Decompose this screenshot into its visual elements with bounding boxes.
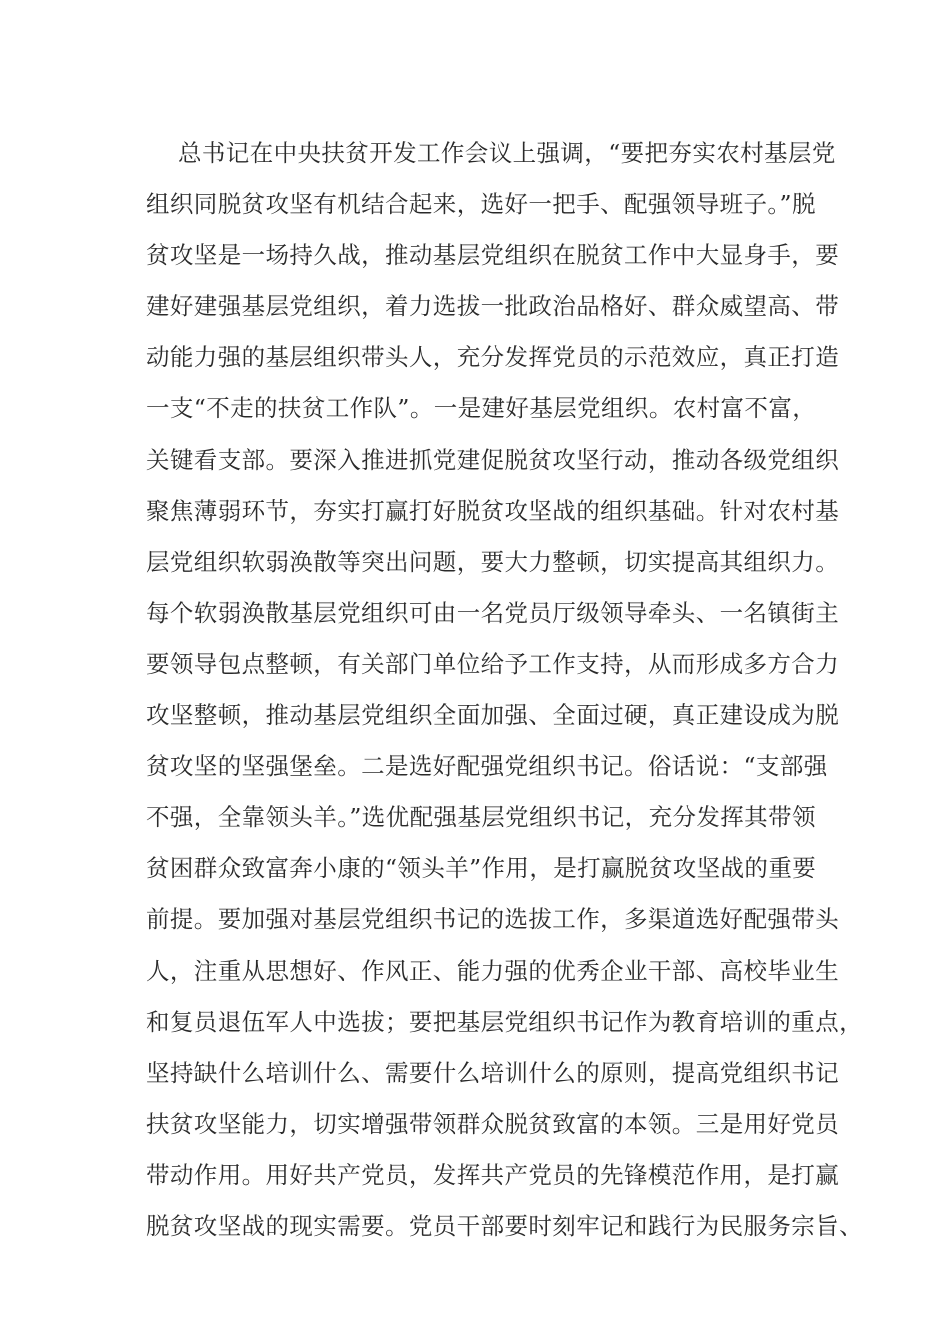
- paragraph-line: 扶贫攻坚能力，切实增强带领群众脱贫致富的本领。三是用好党员: [146, 1109, 840, 1138]
- paragraph-line: 要领导包点整顿，有关部门单位给予工作支持，从而形成多方合力: [146, 649, 840, 678]
- paragraph-line: 不强，全靠领头羊。”选优配强基层党组织书记，充分发挥其带领: [146, 803, 816, 832]
- paragraph-line: 坚持缺什么培训什么、需要什么培训什么的原则，提高党组织书记: [146, 1058, 840, 1087]
- paragraph-line: 组织同脱贫攻坚有机结合起来，选好一把手、配强领导班子。”脱: [146, 190, 816, 219]
- paragraph-line: 带动作用。用好共产党员，发挥共产党员的先锋模范作用，是打赢: [146, 1160, 840, 1189]
- paragraph-line: 关键看支部。要深入推进抓党建促脱贫攻坚行动，推动各级党组织: [146, 445, 840, 474]
- paragraph-line: 聚焦薄弱环节，夯实打赢打好脱贫攻坚战的组织基础。针对农村基: [146, 496, 840, 525]
- paragraph-line: 每个软弱涣散基层党组织可由一名党员厅级领导牵头、一名镇街主: [146, 598, 840, 627]
- paragraph-line: 一支“不走的扶贫工作队”。一是建好基层党组织。农村富不富，: [146, 394, 817, 423]
- paragraph-line: 攻坚整顿，推动基层党组织全面加强、全面过硬，真正建设成为脱: [146, 701, 840, 730]
- paragraph-line: 脱贫攻坚战的现实需要。党员干部要时刻牢记和践行为民服务宗旨、: [146, 1211, 863, 1240]
- paragraph-line: 人，注重从思想好、作风正、能力强的优秀企业干部、高校毕业生: [146, 956, 840, 985]
- paragraph-line: 总书记在中央扶贫开发工作会议上强调，“要把夯实农村基层党: [178, 139, 836, 167]
- paragraph-line: 前提。要加强对基层党组织书记的选拔工作，多渠道选好配强带头: [146, 905, 840, 934]
- body-paragraph: [146, 128, 863, 1252]
- paragraph-line: 动能力强的基层组织带头人，充分发挥党员的示范效应，真正打造: [146, 343, 840, 372]
- paragraph-line: 贫攻坚的坚强堡垒。二是选好配强党组织书记。俗话说：“支部强: [146, 752, 828, 781]
- paragraph-line: 贫攻坚是一场持久战，推动基层党组织在脱贫工作中大显身手，要: [146, 241, 840, 270]
- paragraph-line: 贫困群众致富奔小康的“领头羊”作用，是打赢脱贫攻坚战的重要: [146, 854, 817, 883]
- paragraph-line: 层党组织软弱涣散等突出问题，要大力整顿，切实提高其组织力。: [146, 547, 840, 576]
- paragraph-line: 建好建强基层党组织，着力选拔一批政治品格好、群众威望高、带: [146, 292, 840, 321]
- paragraph-line: 和复员退伍军人中选拔；要把基层党组织书记作为教育培训的重点，: [146, 1007, 863, 1036]
